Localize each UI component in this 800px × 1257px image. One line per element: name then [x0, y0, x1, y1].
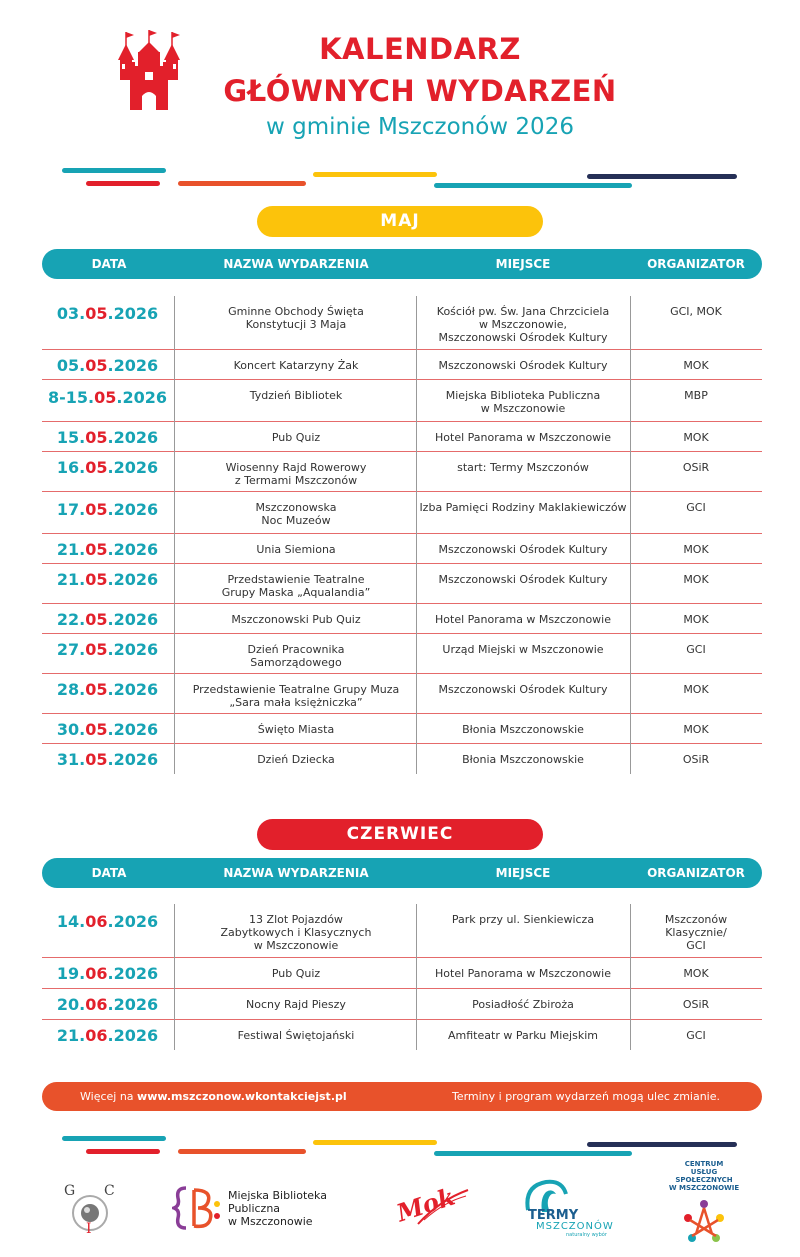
event-organizer: MOK [683, 723, 709, 736]
event-place: Mszczonowski Ośrodek Kultury [438, 683, 608, 696]
event-organizer: MOK [683, 573, 709, 586]
event-date: 20.06.2026 [56, 995, 159, 1014]
table-row [42, 296, 762, 350]
decor-stripe [178, 181, 306, 186]
date-day: 20 [56, 995, 80, 1014]
event-date: 17.05.2026 [56, 500, 159, 519]
cus-name-line4: W MSZCZONOWIE [668, 1184, 740, 1192]
date-day: 28 [56, 680, 80, 699]
date-month: 05 [85, 458, 108, 477]
page-title-line1: KALENDARZ [319, 32, 521, 66]
event-place: start: Termy Mszczonów [457, 461, 589, 474]
month-label-may: MAJ [257, 206, 543, 237]
decor-stripe [587, 1142, 737, 1147]
event-place: Park przy ul. Sienkiewicza [451, 913, 595, 926]
event-name: Mszczonowski Pub Quiz [231, 613, 361, 626]
event-date: 15.05.2026 [56, 428, 159, 447]
column-header-name: NAZWA WYDARZENIA [223, 257, 369, 271]
date-year: 2026 [113, 540, 159, 559]
date-year: 2026 [113, 304, 159, 323]
date-day: 19 [56, 964, 80, 983]
event-date: 28.05.2026 [56, 680, 159, 699]
date-year: 2026 [113, 610, 159, 629]
event-name: Nocny Rajd Pieszy [246, 998, 346, 1011]
event-date: 16.05.2026 [56, 458, 159, 477]
decor-stripe [434, 183, 632, 188]
table-row [42, 564, 762, 604]
gci-logo [58, 1183, 122, 1239]
event-name: Święto Miasta [257, 723, 335, 736]
date-month: 06 [85, 1026, 108, 1045]
date-year: 2026 [113, 995, 159, 1014]
mbp-name-line2: Publiczna [228, 1202, 281, 1215]
date-month: 06 [85, 912, 108, 931]
date-year: 2026 [113, 500, 159, 519]
event-date: 8-15.05.2026 [48, 388, 167, 407]
event-organizer: MOK [683, 683, 709, 696]
column-header-date: DATA [91, 866, 127, 880]
column-divider [174, 296, 175, 774]
event-organizer: MBP [684, 389, 708, 402]
date-year: 2026 [113, 750, 159, 769]
table-row [42, 744, 762, 774]
event-name: Pub Quiz [271, 431, 321, 444]
event-date: 19.06.2026 [56, 964, 159, 983]
mok-logo [390, 1180, 470, 1232]
column-divider [630, 296, 631, 774]
date-month: 05 [85, 540, 108, 559]
date-month: 05 [85, 304, 108, 323]
event-place: Urząd Miejski w Mszczonowie [442, 643, 604, 656]
event-name: Festiwal Świętojański [237, 1029, 355, 1042]
date-day: 05 [56, 356, 80, 375]
date-month: 05 [94, 388, 117, 407]
date-month: 05 [85, 680, 108, 699]
event-date: 03.05.2026 [56, 304, 159, 323]
event-name: Przedstawienie Teatralne Grupy Muza „Sara mała księżniczka” [192, 683, 400, 709]
date-day: 21 [56, 1026, 80, 1045]
date-day: 8-15 [48, 388, 89, 407]
page-title-line2: GŁÓWNYCH WYDARZEŃ [223, 74, 617, 108]
event-date: 22.05.2026 [56, 610, 159, 629]
date-month: 05 [85, 720, 108, 739]
event-organizer: MOK [683, 543, 709, 556]
page-subtitle: w gminie Mszczonów 2026 [266, 114, 574, 140]
decor-stripe [313, 172, 437, 177]
table-row [42, 1020, 762, 1050]
date-year: 2026 [113, 680, 159, 699]
mbp-logo [172, 1184, 332, 1232]
column-header-organizer: ORGANIZATOR [647, 866, 745, 880]
column-header-date: DATA [91, 257, 127, 271]
decor-stripe [86, 181, 160, 186]
date-month: 05 [85, 500, 108, 519]
decor-stripe [587, 174, 737, 179]
event-name: Gminne Obchody Święta Konstytucji 3 Maja [228, 305, 364, 331]
table-row [42, 534, 762, 564]
cus-name-line2: USŁUG [690, 1168, 718, 1176]
events-table-may [42, 296, 762, 778]
event-date: 21.05.2026 [56, 540, 159, 559]
event-organizer: GCI [686, 501, 706, 514]
events-table-june [42, 904, 762, 1050]
more-info-text [80, 1082, 347, 1111]
date-month: 06 [85, 995, 108, 1014]
date-year: 2026 [113, 912, 159, 931]
cus-name-line1: CENTRUM [684, 1160, 724, 1168]
event-name: Pub Quiz [271, 967, 321, 980]
date-day: 17 [56, 500, 80, 519]
mbp-name-line1: Miejska Biblioteka [228, 1189, 327, 1202]
event-organizer: MOK [683, 359, 709, 372]
event-date: 31.05.2026 [56, 750, 159, 769]
gci-letter-c: C [104, 1183, 115, 1199]
table-row [42, 492, 762, 534]
table-row [42, 904, 762, 958]
event-date: 14.06.2026 [56, 912, 159, 931]
decor-stripe [313, 1140, 437, 1145]
event-place: Mszczonowski Ośrodek Kultury [438, 543, 608, 556]
gci-letter-g: G [64, 1183, 76, 1199]
cus-logo [668, 1160, 740, 1250]
date-day: 30 [56, 720, 80, 739]
decor-stripe [434, 1151, 632, 1156]
table-row [42, 634, 762, 674]
event-place: Hotel Panorama w Mszczonowie [435, 613, 611, 626]
event-place: Hotel Panorama w Mszczonowie [435, 967, 611, 980]
event-name: Mszczonowska Noc Muzeów [255, 501, 337, 527]
month-label-june: CZERWIEC [257, 819, 543, 850]
event-date: 27.05.2026 [56, 640, 159, 659]
table-header-june [42, 858, 762, 888]
website-link[interactable]: www.mszczonow.wkontakciejst.pl [137, 1090, 347, 1103]
footer-info-bar [42, 1082, 762, 1111]
more-info-prefix: Więcej na [80, 1090, 138, 1103]
date-year: 2026 [113, 356, 159, 375]
event-date: 05.05.2026 [56, 356, 159, 375]
table-row [42, 604, 762, 634]
date-month: 06 [85, 964, 108, 983]
gci-letter-i: I [86, 1221, 92, 1237]
date-year: 2026 [113, 964, 159, 983]
event-name: Wiosenny Rajd Rowerowy z Termami Mszczonów [225, 461, 367, 487]
event-place: Błonia Mszczonowskie [462, 723, 584, 736]
table-row [42, 452, 762, 492]
date-month: 05 [85, 356, 108, 375]
event-place: Amfiteatr w Parku Miejskim [448, 1029, 598, 1042]
column-header-organizer: ORGANIZATOR [647, 257, 745, 271]
event-date: 21.05.2026 [56, 570, 159, 589]
column-divider [174, 904, 175, 1050]
event-place: Błonia Mszczonowskie [462, 753, 584, 766]
mbp-name-line3: w Mszczonowie [228, 1215, 313, 1228]
event-place: Hotel Panorama w Mszczonowie [435, 431, 611, 444]
table-row [42, 958, 762, 989]
event-organizer: Mszczonów Klasycznie/ GCI [664, 913, 728, 952]
date-year: 2026 [113, 720, 159, 739]
event-place: Miejska Biblioteka Publiczna w Mszczonowie [445, 389, 601, 415]
date-day: 14 [56, 912, 80, 931]
event-name: Koncert Katarzyny Żak [233, 359, 359, 372]
date-month: 05 [85, 640, 108, 659]
date-year: 2026 [113, 1026, 159, 1045]
date-month: 05 [85, 610, 108, 629]
event-organizer: MOK [683, 613, 709, 626]
event-organizer: MOK [683, 967, 709, 980]
column-divider [416, 296, 417, 774]
decor-stripe [178, 1149, 306, 1154]
event-place: Mszczonowski Ośrodek Kultury [438, 359, 608, 372]
date-month: 05 [85, 428, 108, 447]
table-header-may [42, 249, 762, 279]
event-name: Unia Siemiona [256, 543, 336, 556]
column-header-name: NAZWA WYDARZENIA [223, 866, 369, 880]
date-day: 15 [56, 428, 80, 447]
date-month: 05 [85, 570, 108, 589]
column-divider [416, 904, 417, 1050]
column-header-place: MIEJSCE [495, 257, 551, 271]
event-name: 13 Zlot Pojazdów Zabytkowych i Klasycznych w Mszczonowie [220, 913, 372, 952]
date-month: 05 [85, 750, 108, 769]
event-organizer: GCI [686, 1029, 706, 1042]
schedule-change-notice: Terminy i program wydarzeń mogą ulec zmianie. [451, 1090, 720, 1103]
column-header-place: MIEJSCE [495, 866, 551, 880]
date-day: 21 [56, 570, 80, 589]
event-date: 30.05.2026 [56, 720, 159, 739]
decor-stripe [62, 1136, 166, 1141]
table-row [42, 380, 762, 422]
event-organizer: GCI, MOK [670, 305, 722, 318]
event-organizer: OSiR [682, 461, 710, 474]
event-name: Przedstawienie Teatralne Grupy Maska „Aqualandia” [221, 573, 371, 599]
event-name: Dzień Pracownika Samorządowego [247, 643, 345, 669]
cus-name-line3: SPOŁECZNYCH [675, 1176, 733, 1184]
termy-name-line2: MSZCZONÓW [536, 1221, 614, 1232]
table-row [42, 989, 762, 1020]
event-place: Kościół pw. Św. Jana Chrzciciela w Mszczonowie, Mszczonowski Ośrodek Kultury [436, 305, 610, 344]
event-organizer: MOK [683, 431, 709, 444]
mbp-logo-icon [172, 1184, 222, 1232]
date-year: 2026 [113, 428, 159, 447]
event-place: Posiadłość Zbiroża [472, 998, 574, 1011]
event-name: Tydzień Bibliotek [249, 389, 343, 402]
decor-stripe [62, 168, 166, 173]
decor-stripe [86, 1149, 160, 1154]
event-organizer: GCI [686, 643, 706, 656]
date-day: 21 [56, 540, 80, 559]
event-place: Izba Pamięci Rodziny Maklakiewiczów [419, 501, 627, 514]
table-row [42, 350, 762, 380]
termy-tagline: naturalny wybór [566, 1232, 607, 1238]
date-day: 22 [56, 610, 80, 629]
event-place: Mszczonowski Ośrodek Kultury [438, 573, 608, 586]
date-day: 31 [56, 750, 80, 769]
date-year: 2026 [113, 458, 159, 477]
cus-logo-icon [682, 1198, 726, 1244]
table-row [42, 422, 762, 452]
event-name: Dzień Dziecka [257, 753, 335, 766]
date-year: 2026 [113, 570, 159, 589]
date-day: 03 [56, 304, 80, 323]
date-year: 2026 [113, 640, 159, 659]
date-year: 2026 [122, 388, 167, 407]
event-organizer: OSiR [682, 753, 710, 766]
table-row [42, 714, 762, 744]
date-day: 27 [56, 640, 80, 659]
date-day: 16 [56, 458, 80, 477]
event-organizer: OSiR [682, 998, 710, 1011]
table-row [42, 674, 762, 714]
termy-name-line1: TERMY [528, 1208, 579, 1223]
termy-logo [518, 1172, 620, 1238]
mok-wordmark: Mok [392, 1181, 459, 1228]
column-divider [630, 904, 631, 1050]
event-date: 21.06.2026 [56, 1026, 159, 1045]
